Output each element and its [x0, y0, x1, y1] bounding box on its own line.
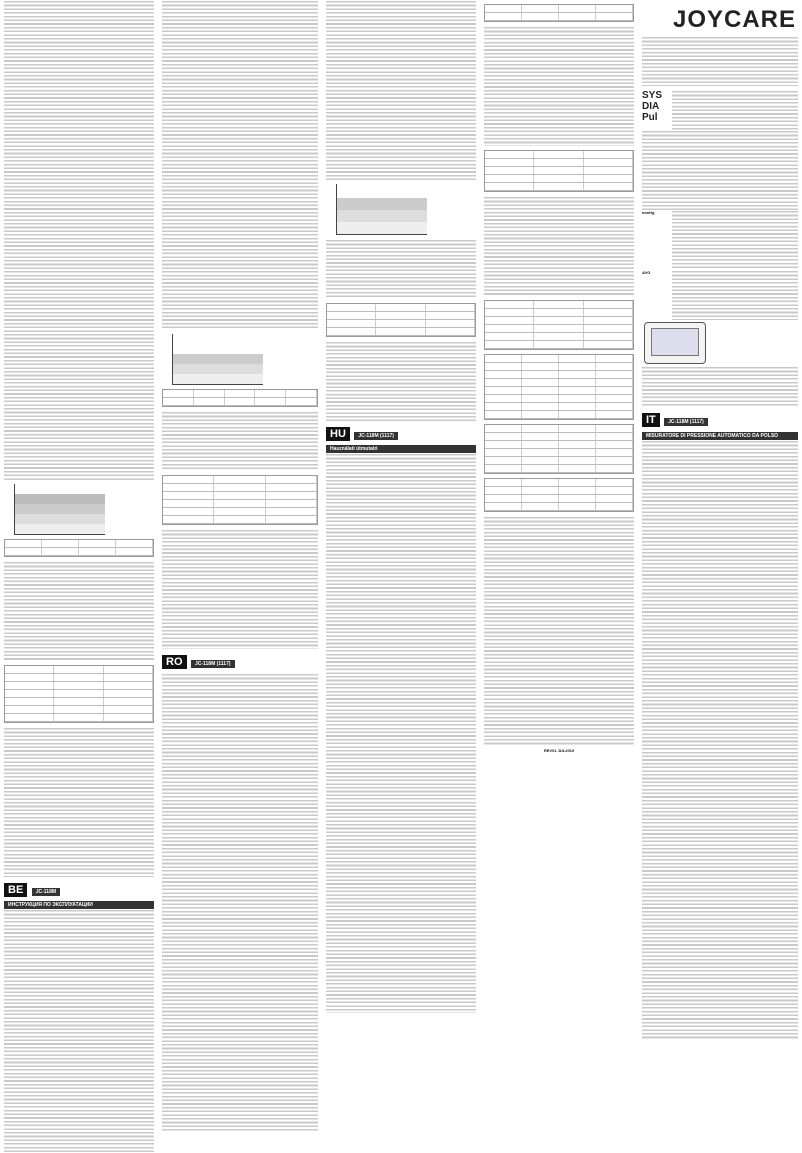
- text-block: [4, 561, 154, 661]
- text-block: [326, 453, 476, 1013]
- column-3: [326, 0, 476, 1153]
- emc-table: [484, 354, 634, 420]
- table: [484, 4, 634, 22]
- dia-symbol: DIA: [642, 101, 660, 112]
- emc-table: [484, 478, 634, 512]
- text-block: [642, 130, 798, 210]
- column-5: [642, 0, 798, 1153]
- hu-language-badge: HU: [326, 427, 350, 441]
- text-block: [162, 529, 318, 649]
- text-block: [484, 196, 634, 296]
- device-illustration: [644, 322, 706, 364]
- troubleshooting-table: [326, 303, 476, 337]
- text-block: [4, 909, 154, 1153]
- table: [4, 539, 154, 557]
- column-1: [4, 0, 154, 1153]
- it-title: JC-118M (1117): [664, 418, 708, 426]
- column-4: [484, 0, 634, 1153]
- text-block: [326, 239, 476, 299]
- bp-classification-chart: [172, 334, 263, 385]
- text-block: [642, 440, 798, 1040]
- text-block: [162, 411, 318, 471]
- text-block: [162, 0, 318, 330]
- troubleshooting-table: [162, 475, 318, 525]
- pul-symbol: Pul: [642, 112, 658, 123]
- troubleshooting-table: [4, 665, 154, 723]
- text-block: [484, 516, 634, 746]
- it-language-badge: IT: [642, 413, 660, 427]
- text-block: [4, 727, 154, 877]
- be-language-badge: BE: [4, 883, 27, 897]
- emc-table: [484, 424, 634, 474]
- text-block: [672, 90, 798, 130]
- hu-subtitle: Használati útmutató: [326, 445, 476, 453]
- bp-classification-chart: [14, 484, 105, 535]
- joycare-logo: JOYCARE: [672, 6, 796, 33]
- sys-symbol: SYS: [642, 90, 663, 101]
- ro-language-badge: RO: [162, 655, 187, 669]
- it-subtitle: MISURATORE DI PRESSIONE AUTOMATICO DA POLSO: [642, 432, 798, 440]
- text-block: [672, 210, 798, 270]
- text-block: [326, 0, 476, 180]
- table: [162, 389, 318, 407]
- text-block: [672, 270, 798, 320]
- ro-title: JC-118M (1117): [191, 660, 235, 668]
- be-subtitle: ИНСТРУКЦИЯ ПО ЭКСПЛУАТАЦИИ: [4, 901, 154, 909]
- troubleshooting-table: [484, 150, 634, 192]
- text-block: [642, 36, 798, 86]
- text-block: [326, 341, 476, 421]
- text-block: [4, 0, 154, 480]
- column-2: [162, 0, 318, 1153]
- hu-title: JC-118M (1117): [354, 432, 398, 440]
- bp-classification-chart: [336, 184, 427, 235]
- text-block: [484, 26, 634, 146]
- be-title: JC-118M: [32, 888, 60, 896]
- emc-table: [484, 300, 634, 350]
- mmhg-symbol: mmHg: [642, 210, 655, 215]
- text-block: [162, 673, 318, 1133]
- text-block: [642, 366, 798, 406]
- avg-symbol: AVG: [642, 270, 651, 275]
- revision-label: REV01 JUL2015: [543, 748, 575, 753]
